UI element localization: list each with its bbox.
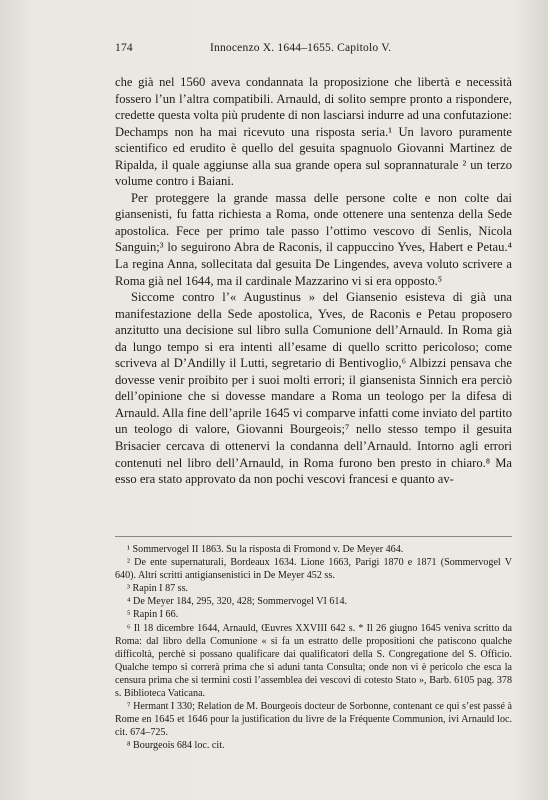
paragraph-2: Per proteggere la grande massa delle persone colte e non colte dai giansenisti, fu fatta richiesta a Roma, onde ottenere una sentenza della Sede apostolica. Fece per primo tale passo l’ottimo vescovo di Senlis, Nicola Sanguin;³ lo seguirono Abra de Raconis, il cappuccino Yves, Habert e Petau.⁴ La regina Anna, sollecitata dal gesuita De Lingendes, aveva voluto scrivere a Roma già nel 1644, ma il cardinale Mazzarino vi si era opposto.⁵ xyxy=(115,190,512,288)
footnote-separator xyxy=(115,536,512,537)
footnote-7: ⁷ Hermant I 330; Relation de M. Bourgeois docteur de Sorbonne, contenant ce qui s’est passé à Rome en 1645 et 1646 pour la justification du livre de la Fréquente Communion, ivi Arnauld loc. cit. 674–725. xyxy=(115,701,512,739)
paragraph-3: Siccome contro l’« Augustinus » del Giansenio esisteva di già una manifestazione della Sede apostolica, Yves, de Raconis e Petau proposero anzitutto una decisione sul libro sulla Comunione dell’Arnauld. In Roma già da lungo tempo si era intenti all’esame di quello scritto pericoloso; come scriveva al D’Andilly il Lutti, segretario di Bentivoglio,⁶ Albizzi pensava che dovesse venir proibito per i suoi molti errori; il giansenista Sinnich era perciò dell’opinione che si dovesse mandare a Roma un teologo per la difesa di Arnauld. Alla fine dell’aprile 1645 vi comparve infatti come inviato del partito un teologo di valore, Giovanni Bourgeois;⁷ nello stesso tempo il gesuita Brisacier cercava di ottenervi la condanna dell’Arnauld. Intorno agli errori contenuti nel libro dell’Arnauld, in Roma furono ben presto in chiaro.⁸ Ma esso era stato approvato da non pochi vescovi francesi e quanto av- xyxy=(115,290,512,487)
footnotes xyxy=(115,543,512,753)
footnote-3: ³ Rapin I 87 ss. xyxy=(127,583,189,595)
paragraph-1: che già nel 1560 aveva condannata la proposizione che libertà e necessità fossero l’un l’altra compatibili. Arnauld, di solito sempre pronto a rispondere, credette questa volta più prudente di non lasciarsi indurre ad una confutazione: Dechamps non ha mai ricevuto una risposta seria.¹ Un lavoro puramente scientifico ed erudito è quello del gesuita spagnuolo Giovanni Martinez de Ripalda, il quale aggiunse alla sua grande opera sul soprannaturale ² un terzo volume contro i Baiani. xyxy=(115,75,512,189)
footnote-2: ² De ente supernaturali, Bordeaux 1634. Lione 1663, Parigi 1870 e 1871 (Sommervogel V 640). Altri scritti antigiansenistici in De Meyer 452 ss. xyxy=(115,557,512,582)
footnote-8: ⁸ Bourgeois 684 loc. cit. xyxy=(127,740,225,752)
footnote-1: ¹ Sommervogel II 1863. Su la risposta di Fromond v. De Meyer 464. xyxy=(127,544,404,555)
footnote-4: ⁴ De Meyer 184, 295, 320, 428; Sommervogel VI 614. xyxy=(127,596,348,608)
main-text xyxy=(115,74,512,488)
page-number: 174 xyxy=(115,42,133,54)
footnote-5: ⁵ Rapin I 66. xyxy=(127,609,179,621)
running-title: Innocenzo X. 1644–1655. Capitolo V. xyxy=(210,42,392,54)
footnote-6: ⁶ Il 18 dicembre 1644, Arnauld, Œuvres XXVIII 642 s. * Il 26 giugno 1645 veniva scritto da Roma: dal libro della Comunione « si fa un estratto delle propositioni che patiscono qualche difficoltà, perchè si possano qualificare dai qualificatori della S. Congregatione del S. Officio. Qualche tempo si correrà prima che si aduni tanta Consulta; onde non vi è pericolo che esca la censura prima che si termini costì l’assemblea dei vescovi di cotesto Stato », Barb. 6105 pag. 378 s. Biblioteca Vaticana. xyxy=(115,622,512,700)
